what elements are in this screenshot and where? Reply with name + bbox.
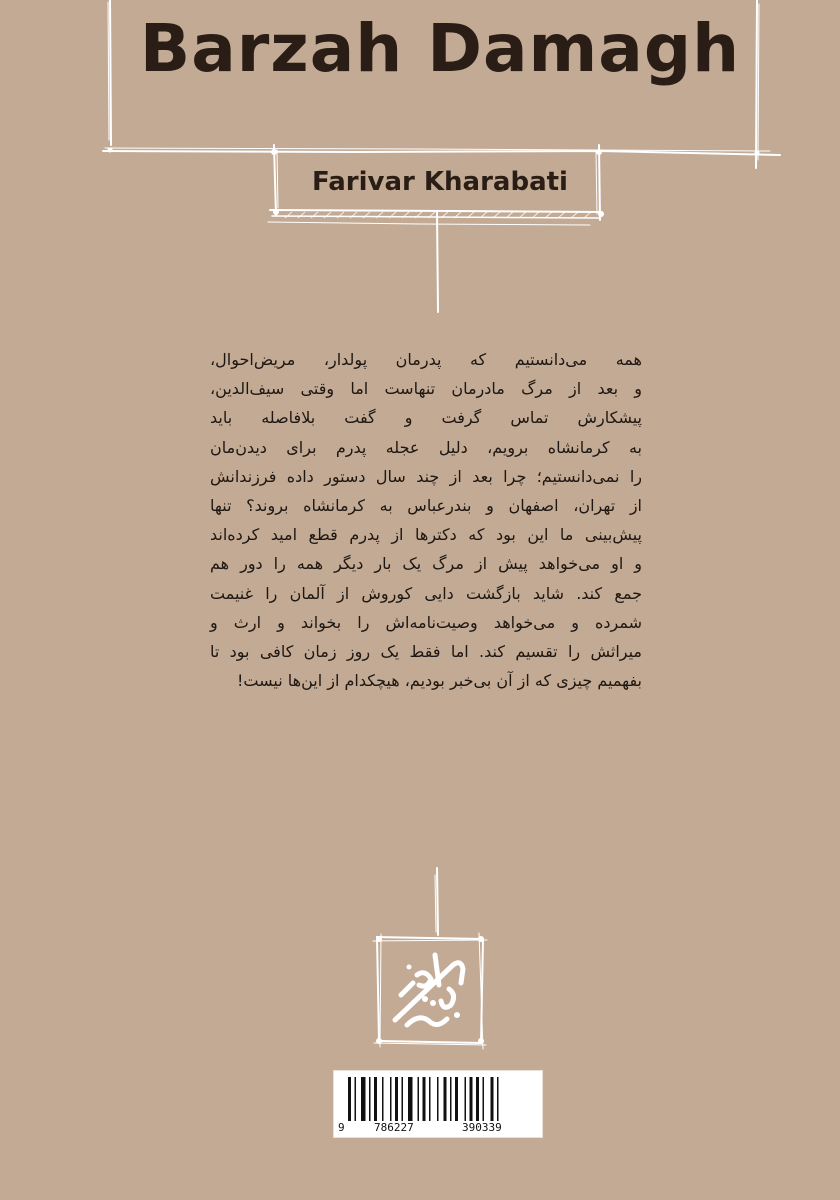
barcode-bar (497, 1077, 499, 1121)
blurb-line: همه می‌دانستیم که پدرمان پولدار، مریض‌احوال، (210, 350, 642, 369)
blurb-line: از تهران، اصفهان و بندرعباس به کرمانشاه بروند؟ تنها (210, 496, 642, 516)
barcode-bars (348, 1077, 528, 1121)
blurb-line: پیش‌بینی ما این بود که دکترها از پدرم قطع امید کرده‌اند (210, 525, 642, 545)
barcode-bar (483, 1077, 485, 1121)
barcode-bar (382, 1077, 384, 1121)
blurb-line: پیشکارش تماس گرفت و گفت بلافاصله باید (210, 408, 642, 428)
blurb-line: شمرده و می‌خواهد وصیت‌نامه‌اش را بخواند و ارث و (210, 612, 642, 632)
barcode-bar (374, 1077, 377, 1121)
barcode-bar (408, 1077, 413, 1121)
barcode-bar (470, 1077, 473, 1121)
book-title: Barzah Damagh (139, 10, 741, 87)
barcode-bar (369, 1077, 371, 1121)
barcode-bar (418, 1077, 420, 1121)
back-cover-blurb (210, 345, 642, 695)
barcode-bar (429, 1077, 431, 1121)
barcode-bar (390, 1077, 392, 1121)
blurb-line: را نمی‌دانستیم؛ چرا بعد از چند سال دستور داده فرزندانش (210, 466, 642, 486)
barcode-bar (402, 1077, 404, 1121)
barcode-bar (348, 1077, 351, 1121)
barcode-bar (491, 1077, 494, 1121)
barcode-prefix: 9 (338, 1121, 345, 1134)
barcode-bar (437, 1077, 439, 1121)
blurb-line: میراثش را تقسیم کند. اما فقط یک روز زمان کافی بود تا (210, 642, 642, 662)
blurb-line: و بعد از مرگ مادرمان تنهاست اما وقتی سیف‌الدین، (210, 379, 642, 399)
blurb-line: جمع کند. شاید بازگشت دایی کوروش از آلمان را غنیمت (210, 583, 642, 603)
barcode-bar (444, 1077, 447, 1121)
blurb-line: و او می‌خواهد پیش از مرگ یک بار دیگر همه را دور هم (210, 554, 642, 574)
isbn-barcode (333, 1070, 543, 1138)
barcode-bar (395, 1077, 398, 1121)
publisher-logo (365, 925, 495, 1055)
barcode-bar (455, 1077, 458, 1121)
barcode-bar (361, 1077, 366, 1121)
barcode-bar (423, 1077, 426, 1121)
barcode-bar (355, 1077, 357, 1121)
barcode-group-1: 786227 (374, 1121, 414, 1134)
barcode-bar (465, 1077, 467, 1121)
barcode-bar (450, 1077, 452, 1121)
blurb-line: به کرمانشاه برویم، دلیل عجله پدرم برای دیدن‌مان (210, 437, 642, 457)
barcode-bar (476, 1077, 479, 1121)
blurb-line: بفهمیم چیزی که از آن بی‌خبر بودیم، هیچکدام از این‌ها نیست! (236, 671, 642, 691)
barcode-group-2: 390339 (462, 1121, 502, 1134)
author-name: Farivar Kharabati (312, 167, 568, 197)
